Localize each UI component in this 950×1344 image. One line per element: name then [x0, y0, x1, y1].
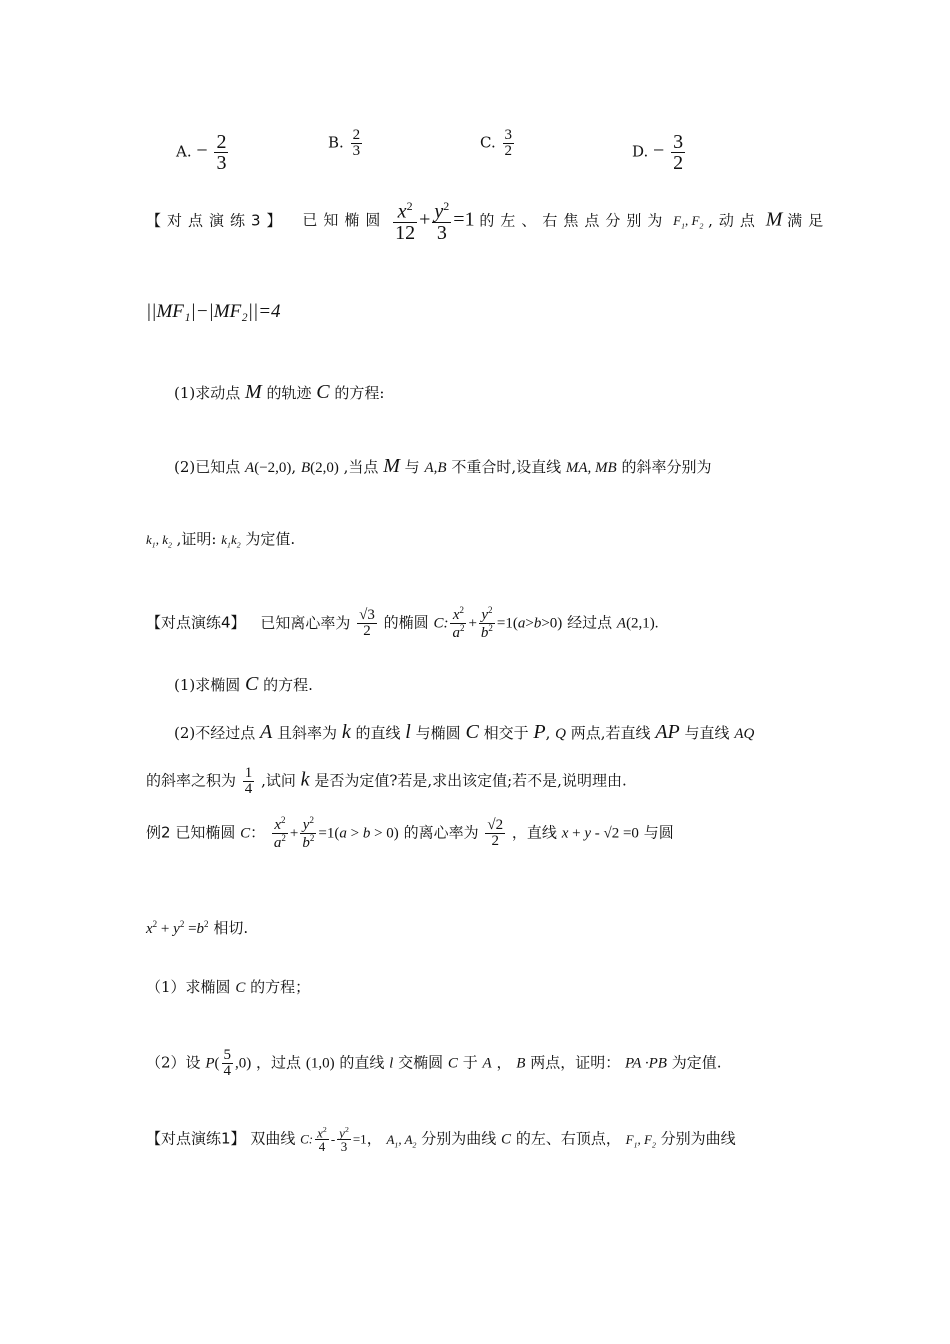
formula: $F_1$, $F_2$ — [625, 1131, 656, 1150]
formula: P( — [205, 1055, 220, 1072]
formula: $A_1$, $A_2$ — [386, 1131, 417, 1150]
formula: $\frac{y^2}{3}$ — [434, 199, 450, 244]
formula: $\frac{1}{4}$ — [244, 765, 253, 797]
practice4-q2-cont: 的斜率之积为 $\frac{1}{4}$ ,试问 k 是否为定值?若是,求出该定值;若不是,说明理由. — [146, 765, 627, 797]
formula: $\frac{y^2}{3}$ — [339, 1125, 349, 1155]
formula: B(2,0) — [300, 460, 339, 476]
practice3-q2: (2)已知点 A(−2,0), B(2,0) ,当点 M 与 A,B 不重合时,设直线 MA, MB 的斜率分别为 — [174, 455, 712, 477]
formula: C — [245, 673, 259, 695]
formula: $\frac{x^2}{12}$ — [395, 199, 416, 244]
formula: $\frac{√3}{2}$ — [359, 607, 375, 639]
practice4-intro: 【对点演练4】 已知离心率为 $\frac{√3}{2}$ 的椭圆 C: $\frac{x^2}{a^2}$ + $\frac{y^2}{b^2}$ =1(a>b>0) 经过点 A(2,1). — [146, 605, 659, 641]
formula: A — [260, 721, 273, 743]
practice3-q1: (1)求动点 M 的轨迹 C 的方程: — [174, 381, 385, 403]
formula: x + y - √2 =0 — [561, 825, 639, 842]
formula: $F_1$, $F_2$ — [673, 213, 704, 231]
option-d: D. − $\frac{3}{2}$ — [632, 131, 684, 174]
formula: $\frac{5}{4}$ — [223, 1047, 231, 1079]
formula: $\frac{x^2}{a^2}$ — [273, 815, 286, 851]
formula: C — [447, 1055, 458, 1072]
example2-q2: （2）设 P( $\frac{5}{4}$ ,0) ，过点 (1,0) 的直线 l 交椭圆 C 于 A ， B 两点，证明： PA ·PB 为定值. — [146, 1047, 722, 1079]
formula: C — [465, 721, 479, 743]
formula: Q — [555, 726, 566, 742]
formula: $\frac{x^2}{4}$ — [317, 1125, 327, 1155]
formula: A(−2,0) — [245, 460, 292, 476]
formula: $k_1$, $k_2$ — [146, 532, 172, 550]
practice1-intro: 【对点演练1】 双曲线 C: $\frac{x^2}{4}$ - $\frac{y^2}{3}$ =1， $A_1$, $A_2$ 分别为曲线 C 的左、右顶点， $F_1$, $F_2$ 分别为曲线 — [146, 1125, 736, 1155]
practice3-intro: 【对点演练3】 已知椭圆 $\frac{x^2}{12}$ + $\frac{y^2}{3}$ =1 的左、右焦点分别为 $F_1$, $F_2$ ,动点 M 满足 — [146, 199, 830, 244]
formula: $x^2 + y^2 =b^2$ — [146, 919, 209, 937]
example2-intro-cont: $x^2 + y^2 =b^2$ 相切. — [146, 919, 249, 937]
formula: C — [240, 825, 251, 842]
formula: C: — [300, 1131, 314, 1147]
formula: MA, MB — [565, 460, 617, 476]
formula: k — [341, 721, 351, 743]
option-label: C. — [480, 133, 496, 152]
formula: PA ·PB — [625, 1055, 667, 1072]
formula: l — [405, 721, 411, 743]
formula: $\frac{√2}{2}$ — [487, 817, 504, 849]
formula: k — [300, 768, 310, 791]
formula: C — [316, 381, 330, 403]
practice3-condition: ||MF₁|−|MF₂||=4 — [146, 301, 281, 322]
option-label: D. — [632, 142, 649, 161]
practice4-q2: (2)不经过点 A 且斜率为 k 的直线 l 与椭圆 C 相交于 P, Q 两点,若直线 AP 与直线 AQ — [174, 721, 755, 743]
formula: $\frac{y^2}{b^2}$ — [302, 815, 315, 851]
formula: P — [533, 721, 546, 743]
practice3-q2-cont: $k_1$, $k_2$ ,证明: $k_1k_2$ 为定值. — [146, 530, 296, 550]
example2-intro: 例2 已知椭圆 C： $\frac{x^2}{a^2}$ + $\frac{y^2}{b^2}$ =1(a > b > 0) 的离心率为 $\frac{√2}{2}$ ，直线 x + y - √2 =0 与圆 — [146, 815, 674, 851]
option-label: B. — [328, 133, 344, 152]
formula: (1,0) — [305, 1055, 335, 1072]
formula: C — [235, 980, 246, 996]
formula: A — [482, 1055, 492, 1072]
formula: B — [516, 1055, 526, 1072]
practice4-q1: (1)求椭圆 C 的方程. — [174, 673, 313, 695]
formula: A(2,1). — [616, 615, 659, 632]
formula: C: — [433, 615, 449, 632]
formula: AP — [655, 721, 680, 743]
formula: $k_1k_2$ — [221, 532, 241, 550]
option-label: A. — [176, 142, 192, 161]
option-a: A. − $\frac{2}{3}$ — [176, 131, 227, 174]
formula: l — [389, 1055, 394, 1072]
formula: AQ — [734, 726, 755, 742]
formula: $\frac{y^2}{b^2}$ — [480, 605, 493, 641]
example2-q1: （1）求椭圆 C 的方程； — [146, 978, 311, 996]
fraction: $\frac{2}{3}$ — [216, 131, 227, 174]
formula: M — [245, 381, 262, 403]
formula: C — [501, 1131, 512, 1148]
option-b — [328, 128, 364, 159]
fraction: $\frac{3}{2}$ — [504, 127, 512, 159]
fraction: $\frac{3}{2}$ — [673, 131, 684, 174]
fraction: $\frac{2}{3}$ — [352, 127, 361, 159]
formula: $\frac{x^2}{a^2}$ — [452, 605, 465, 641]
option-c — [480, 128, 516, 159]
formula: M — [765, 208, 783, 231]
formula: M — [383, 455, 400, 477]
formula: A,B — [424, 460, 447, 476]
